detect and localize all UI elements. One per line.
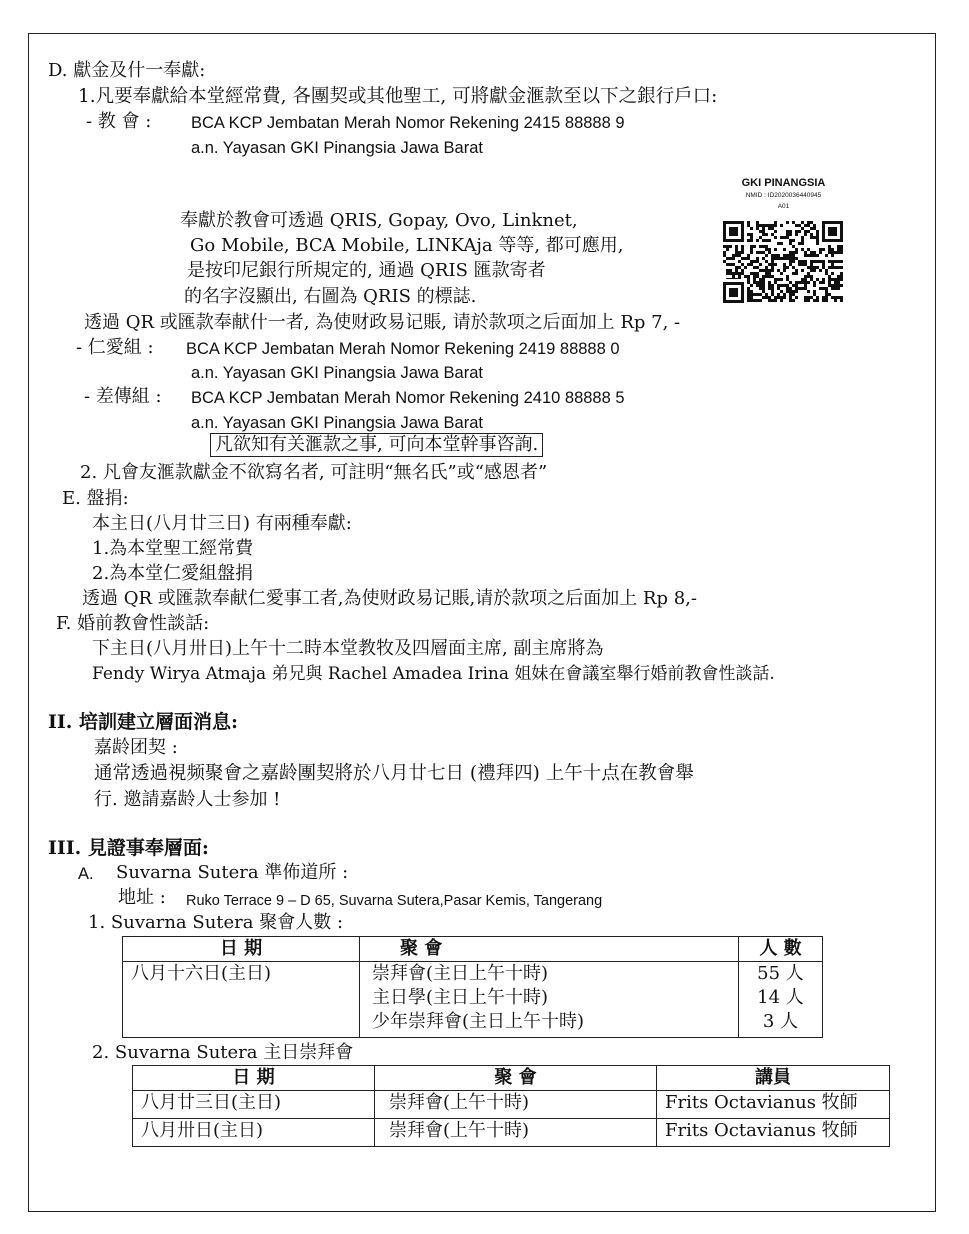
qris-nmid: NMID : ID2020036440945 [745, 192, 822, 199]
table2-title: 2. Suvarna Sutera 主日崇拜會 [92, 1042, 354, 1063]
count-1: 55 人 [757, 963, 804, 984]
section-ii-line1: 嘉龄团契 : [94, 737, 178, 758]
table-header-date: 日 期 [133, 1066, 375, 1091]
attendance-table [122, 936, 823, 1038]
church-account: BCA KCP Jembatan Merah Nomor Rekening 2415 88888 9 [191, 114, 625, 132]
table-row [133, 1119, 890, 1147]
section-iii-a-label: A. [78, 865, 94, 883]
table-row [133, 1091, 890, 1119]
qris-line-1: 奉獻於教會可透過 QRIS, Gopay, Ovo, Linknet, [180, 210, 578, 231]
section-ii-line3: 行. 邀請嘉龄人士参加 ! [94, 789, 281, 810]
section-e-heading: E. 盤捐: [62, 488, 129, 509]
table-row [123, 962, 823, 1038]
qris-sub: A01 [777, 203, 790, 210]
section-f-heading: F. 婚前教會性談話: [56, 613, 210, 634]
table-cell-speaker: Frits Octavianus 牧師 [657, 1119, 890, 1147]
qris-line-4: 的名字沒顯出, 右圖為 QRIS 的標誌. [184, 286, 477, 307]
table-cell-date: 八月廿三日(主日) [133, 1091, 375, 1119]
section-ii-line2: 通常透過視频聚會之嘉龄團契將於八月廿七日 (禮拜四) 上午十点在教會舉 [94, 763, 694, 784]
section-d-item2: 2. 凡會友滙款獻金不欲寫名者, 可註明“無名氏”或“感恩者” [80, 462, 548, 483]
count-2: 14 人 [757, 987, 804, 1008]
chaichuan-owner: a.n. Yayasan GKI Pinangsia Jawa Barat [191, 414, 483, 432]
qris-line-3: 是按印尼銀行所規定的, 通過 QRIS 匯款寄者 [187, 260, 546, 281]
table-header-row [133, 1066, 890, 1091]
count-3: 3 人 [762, 1011, 799, 1032]
meeting-2: 主日學(主日上午十時) [372, 987, 549, 1008]
address-text: Ruko Terrace 9 – D 65, Suvarna Sutera,Pasar Kemis, Tangerang [186, 893, 603, 909]
meeting-3: 少年崇拜會(主日上午十時) [372, 1011, 585, 1032]
meeting-1: 崇拜會(主日上午十時) [372, 963, 549, 984]
worship-table [132, 1065, 890, 1147]
table-cell-date: 八月卅日(主日) [133, 1119, 375, 1147]
chaichuan-account: BCA KCP Jembatan Merah Nomor Rekening 2410 88888 5 [191, 389, 625, 407]
qris-title: GKI PINANGSIA [741, 177, 826, 189]
renai-label: - 仁愛組 : [76, 337, 154, 358]
table-header-count: 人 數 [739, 937, 823, 962]
table-cell-meeting: 崇拜會(上午十時) [375, 1119, 657, 1147]
church-owner: a.n. Yayasan GKI Pinangsia Jawa Barat [191, 139, 483, 157]
section-e-line3: 2.為本堂仁愛組盤捐 [92, 563, 254, 584]
chaichuan-label: - 差傳組 : [84, 386, 162, 407]
table-cell-date: 八月十六日(主日) [123, 962, 360, 1038]
table-cell-meeting: 崇拜會(上午十時) [375, 1091, 657, 1119]
qr-code-icon [723, 221, 843, 303]
table-header-date: 日 期 [123, 937, 360, 962]
section-iii-heading: III. 見證事奉層面: [48, 837, 209, 859]
church-label: - 教 會 : [86, 111, 152, 132]
table1-title: 1. Suvarna Sutera 聚會人數 : [88, 912, 344, 933]
section-f-line2: Fendy Wirya Atmaja 弟兄與 Rachel Amadea Irina 姐妹在會議室舉行婚前教會性談話. [92, 664, 775, 684]
renai-owner: a.n. Yayasan GKI Pinangsia Jawa Barat [191, 364, 483, 382]
section-e-line2: 1.為本堂聖工經常費 [92, 538, 254, 559]
table-header-meeting: 聚 會 [360, 937, 739, 962]
table-cell-counts [739, 962, 823, 1038]
table-header-meeting: 聚 會 [375, 1066, 657, 1091]
table-cell-meetings [360, 962, 739, 1038]
section-e-line1: 本主日(八月廿三日) 有兩種奉獻: [92, 513, 352, 534]
section-iii-a-text: Suvarna Sutera 準佈道所 : [116, 862, 349, 883]
section-d-heading: D. 獻金及什一奉獻: [48, 60, 206, 81]
table-header-speaker: 講員 [657, 1066, 890, 1091]
qris-code [716, 177, 851, 305]
address-label: 地址 : [118, 887, 166, 908]
section-e-line4: 透過 QR 或匯款奉献仁愛事工者,為使财政易记賬,请於款项之后面加上 Rp 8,- [82, 588, 697, 609]
section-ii-heading: II. 培訓建立層面消息: [48, 711, 239, 733]
qris-line-2: Go Mobile, BCA Mobile, LINKAja 等等, 都可應用, [190, 235, 624, 256]
section-d-item1: 1.凡要奉獻給本堂經常費, 各團契或其他聖工, 可將獻金滙款至以下之銀行戶口: [78, 86, 718, 107]
renai-account: BCA KCP Jembatan Merah Nomor Rekening 2419 88888 0 [186, 340, 620, 358]
contact-note-box: 凡欲知有关滙款之事, 可向本堂幹事咨詢. [210, 433, 543, 457]
table-header-row [123, 937, 823, 962]
section-f-line1: 下主日(八月卅日)上午十二時本堂教牧及四層面主席, 副主席將為 [92, 638, 604, 659]
tithe-note: 透過 QR 或匯款奉献什一者, 為使财政易记賬, 请於款项之后面加上 Rp 7, - [84, 312, 681, 333]
table-cell-speaker: Frits Octavianus 牧師 [657, 1091, 890, 1119]
